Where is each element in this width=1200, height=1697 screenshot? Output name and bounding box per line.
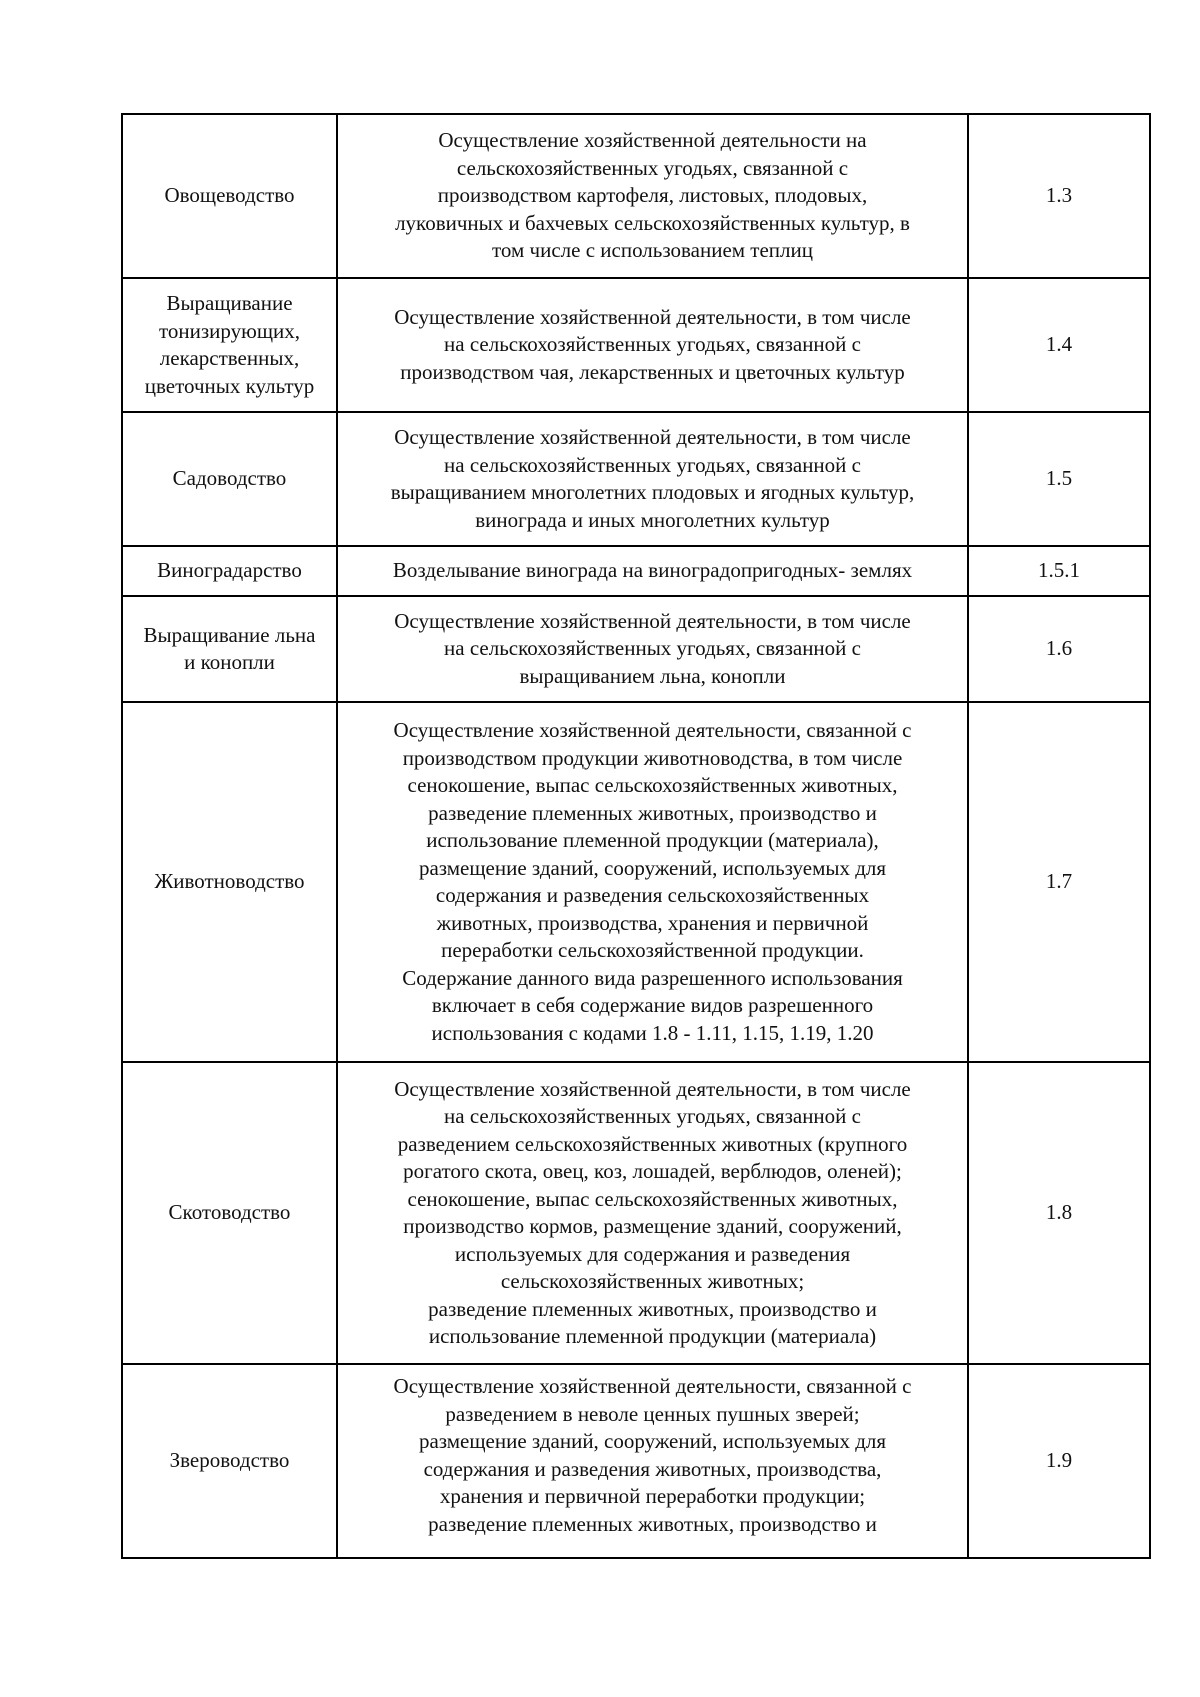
description-line: производство кормов, размещение зданий, сооружений, (403, 1214, 902, 1238)
land-use-description-cell (337, 596, 968, 702)
land-use-name: Звероводство (169, 1448, 290, 1473)
description-line: разведение племенных животных, производство и (428, 1296, 877, 1321)
description-line: Осуществление хозяйственной деятельности, в том числе (394, 608, 911, 633)
description-line: размещение зданий, сооружений, используемых для (418, 855, 887, 880)
land-use-name-cell (122, 596, 337, 702)
description-line: животных, производства, хранения и первичной (436, 910, 869, 935)
description-line: разведением сельскохозяйственных животных (крупного (397, 1131, 908, 1156)
table-row (122, 1062, 1150, 1364)
description-line: использование племенной продукции (материала), (426, 828, 879, 852)
description-line: сенокошение, выпас сельскохозяйственных животных, (407, 773, 898, 797)
land-use-code: 1.9 (1045, 1448, 1073, 1473)
land-use-code: 1.6 (1045, 636, 1073, 661)
table-body (122, 114, 1150, 1558)
land-use-name-cell (122, 278, 337, 412)
table-row (122, 702, 1150, 1062)
description-line: сельскохозяйственных угодьях, связанной с (456, 155, 849, 180)
land-use-name: Садоводство (172, 466, 287, 491)
land-use-code: 1.5 (1045, 466, 1073, 491)
description-line: включает в себя содержание видов разрешенного (431, 993, 874, 1017)
land-use-code-cell (968, 278, 1150, 412)
land-use-code-cell (968, 546, 1150, 596)
land-use-name-cell (122, 412, 337, 546)
land-use-description-cell (337, 1062, 968, 1364)
description-line: Осуществление хозяйственной деятельности, связанной с (393, 718, 912, 742)
description-line: выращиванием льна, конопли (519, 663, 786, 688)
description-line: содержания и разведения животных, производства, (423, 1456, 882, 1481)
land-use-name: Виноградарство (157, 558, 302, 583)
land-use-name-cell (122, 702, 337, 1062)
description-line: на сельскохозяйственных угодьях, связанной с (444, 636, 861, 661)
land-use-code-cell (968, 114, 1150, 278)
description-line: разведение племенных животных, производство и (428, 800, 877, 825)
land-use-code: 1.3 (1045, 183, 1073, 208)
land-use-description-cell (337, 114, 968, 278)
land-use-name-cell (122, 1364, 337, 1558)
description-line: Осуществление хозяйственной деятельности, в том числе (394, 425, 911, 449)
description-line: использование племенной продукции (материала) (428, 1324, 877, 1348)
description-line: луковичных и бахчевых сельскохозяйственных культур, в (395, 210, 910, 235)
table-row (122, 596, 1150, 702)
land-use-name-cell (122, 546, 337, 596)
land-use-code-cell (968, 1364, 1150, 1558)
description-line: на сельскохозяйственных угодьях, связанной с (444, 332, 861, 357)
description-line: Осуществление хозяйственной деятельности, в том числе (394, 304, 911, 329)
description-line: разведением в неволе ценных пушных зверей; (445, 1401, 860, 1426)
description-line: Осуществление хозяйственной деятельности на (438, 128, 867, 153)
table-row (122, 546, 1150, 596)
description-line: том числе с использованием теплиц (491, 238, 814, 263)
land-use-code: 1.4 (1045, 332, 1073, 357)
land-use-code: 1.8 (1045, 1200, 1073, 1225)
description-line: производством картофеля, листовых, плодовых, (437, 183, 868, 208)
description-line: производством продукции животноводства, в том числе (402, 745, 903, 770)
land-use-description-cell (337, 546, 968, 596)
description-line: разведение племенных животных, производство и (428, 1511, 877, 1536)
land-use-name: Выращивание (166, 291, 293, 315)
description-line: используемых для содержания и разведения (454, 1241, 851, 1266)
land-use-description-cell (337, 1364, 968, 1558)
land-use-description-cell (337, 702, 968, 1062)
description-line: производством чая, лекарственных и цветочных культур (400, 359, 905, 384)
land-use-name: цветочных культур (144, 373, 315, 398)
description-line: Содержание данного вида разрешенного использования (402, 965, 903, 990)
land-use-name-cell (122, 1062, 337, 1364)
land-use-code-cell (968, 596, 1150, 702)
land-use-code-cell (968, 412, 1150, 546)
description-line: переработки сельскохозяйственной продукции. (441, 938, 864, 962)
description-line: рогатого скота, овец, коз, лошадей, верблюдов, оленей); (403, 1159, 902, 1183)
land-use-code-cell (968, 1062, 1150, 1364)
land-use-name: и конопли (184, 650, 275, 674)
land-use-table (121, 113, 1151, 1559)
table-row (122, 1364, 1150, 1558)
land-use-name: Овощеводство (164, 183, 295, 208)
description-line: выращиванием многолетних плодовых и ягодных культур, (390, 480, 915, 504)
description-line: сельскохозяйственных животных; (500, 1269, 805, 1293)
description-line: размещение зданий, сооружений, используемых для (418, 1429, 887, 1453)
description-line: содержания и разведения сельскохозяйственных (435, 883, 870, 907)
land-use-code: 1.7 (1045, 869, 1073, 894)
table-row (122, 412, 1150, 546)
land-use-name: Выращивание льна (143, 622, 316, 647)
land-use-name: Животноводство (154, 869, 305, 894)
table-row (122, 114, 1150, 278)
description-line: на сельскохозяйственных угодьях, связанной с (444, 452, 861, 477)
description-line: винограда и иных многолетних культур (475, 507, 830, 532)
description-line: использования с кодами 1.8 - 1.11, 1.15, 1.19, 1.20 (431, 1020, 874, 1045)
land-use-name: лекарственных, (159, 346, 300, 370)
land-use-name: тонизирующих, (159, 318, 300, 343)
description-line: Осуществление хозяйственной деятельности, в том числе (394, 1076, 911, 1101)
land-use-code-cell (968, 702, 1150, 1062)
land-use-name: Скотоводство (168, 1200, 291, 1225)
description-line: на сельскохозяйственных угодьях, связанной с (444, 1104, 861, 1128)
land-use-code: 1.5.1 (1038, 558, 1080, 583)
description-line: хранения и первичной переработки продукции; (439, 1484, 866, 1508)
table-row (122, 278, 1150, 412)
land-use-description-cell (337, 412, 968, 546)
land-use-name-cell (122, 114, 337, 278)
description-line: сенокошение, выпас сельскохозяйственных животных, (407, 1186, 898, 1211)
description-line: Осуществление хозяйственной деятельности, связанной с (393, 1374, 912, 1398)
land-use-description-cell (337, 278, 968, 412)
description-line: Возделывание винограда на виноградопригодных- землях (392, 558, 913, 583)
